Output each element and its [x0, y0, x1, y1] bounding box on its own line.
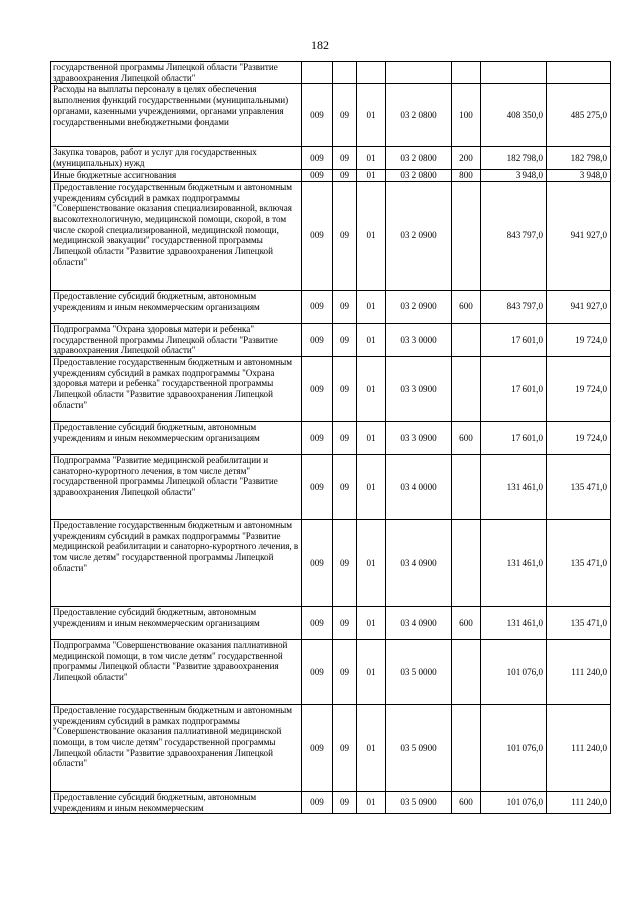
cell-subsection: 01 — [357, 323, 386, 356]
table-body — [51, 62, 611, 814]
table-row — [51, 791, 611, 813]
cell-amount-2015: 17 601,0 — [481, 323, 547, 356]
table-row — [51, 84, 611, 147]
cell-amount-2015: 17 601,0 — [481, 356, 547, 421]
table-row — [51, 454, 611, 519]
cell-section: 09 — [333, 454, 357, 519]
cell-amount-2016: 19 724,0 — [547, 421, 611, 454]
cell-expense-type — [452, 519, 481, 606]
cell-subsection: 01 — [357, 606, 386, 639]
cell-amount-2015: 408 350,0 — [481, 84, 547, 147]
cell-target: 03 2 0800 — [386, 169, 452, 181]
cell-section: 09 — [333, 181, 357, 290]
row-name: Предоставление субсидий бюджетным, автономным учреждениям и иным некоммерческим — [51, 791, 302, 813]
page-number: 182 — [311, 38, 329, 52]
cell-section: 09 — [333, 147, 357, 169]
cell-expense-type — [452, 454, 481, 519]
cell-amount-2016: 3 948,0 — [547, 169, 611, 181]
cell-ministry: 009 — [302, 606, 333, 639]
cell-expense-type — [452, 639, 481, 704]
cell-ministry: 009 — [302, 704, 333, 791]
cell-section — [333, 62, 357, 84]
cell-subsection: 01 — [357, 84, 386, 147]
row-name: государственной программы Липецкой области "Развитие здравоохранения Липецкой области" — [51, 62, 302, 84]
cell-section: 09 — [333, 519, 357, 606]
cell-amount-2016: 485 275,0 — [547, 84, 611, 147]
cell-amount-2015: 182 798,0 — [481, 147, 547, 169]
cell-ministry: 009 — [302, 791, 333, 813]
cell-ministry: 009 — [302, 84, 333, 147]
row-name: Подпрограмма "Развитие медицинской реабилитации и санаторно-курортного лечения, в том числе детям" государственной программы Липецкой области "Развитие здравоохранения Липецкой области" — [51, 454, 302, 519]
cell-ministry: 009 — [302, 421, 333, 454]
row-name: Предоставление субсидий бюджетным, автономным учреждениям и иным некоммерческим организациям — [51, 606, 302, 639]
cell-subsection: 01 — [357, 791, 386, 813]
cell-subsection: 01 — [357, 290, 386, 323]
cell-section: 09 — [333, 791, 357, 813]
cell-amount-2015: 843 797,0 — [481, 290, 547, 323]
cell-amount-2016 — [547, 62, 611, 84]
cell-expense-type: 600 — [452, 606, 481, 639]
cell-subsection: 01 — [357, 519, 386, 606]
cell-amount-2016: 941 927,0 — [547, 181, 611, 290]
cell-ministry: 009 — [302, 290, 333, 323]
row-name: Предоставление государственным бюджетным и автономным учреждениям субсидий в рамках подпрограммы "Развитие медицинской реабилитации и санаторно-курортного лечения, в том числе детям" государственной программы Липецкой области" — [51, 519, 302, 606]
cell-section: 09 — [333, 290, 357, 323]
cell-target: 03 4 0900 — [386, 519, 452, 606]
cell-amount-2016: 135 471,0 — [547, 454, 611, 519]
cell-amount-2015: 101 076,0 — [481, 791, 547, 813]
cell-section: 09 — [333, 639, 357, 704]
cell-target: 03 5 0900 — [386, 791, 452, 813]
row-name: Предоставление государственным бюджетным и автономным учреждениям субсидий в рамках подпрограммы "Совершенствование оказания специализированной, включая высокотехнологичную, медицинской помощи, скорой, в том числе скорой специализированной, медицинской помощи, медицинской эвакуации" государственной программы Липецкой области "Развитие здравоохранения Липецкой области" — [51, 181, 302, 290]
cell-amount-2016: 111 240,0 — [547, 704, 611, 791]
cell-expense-type — [452, 323, 481, 356]
cell-subsection — [357, 62, 386, 84]
table-row — [51, 62, 611, 84]
cell-amount-2016: 19 724,0 — [547, 323, 611, 356]
cell-target: 03 3 0900 — [386, 356, 452, 421]
table-row — [51, 421, 611, 454]
cell-ministry: 009 — [302, 454, 333, 519]
cell-expense-type — [452, 356, 481, 421]
cell-amount-2016: 19 724,0 — [547, 356, 611, 421]
cell-ministry: 009 — [302, 323, 333, 356]
cell-section: 09 — [333, 704, 357, 791]
cell-ministry: 009 — [302, 181, 333, 290]
cell-target: 03 3 0000 — [386, 323, 452, 356]
cell-target: 03 4 0900 — [386, 606, 452, 639]
cell-target: 03 2 0800 — [386, 147, 452, 169]
table-row — [51, 356, 611, 421]
cell-amount-2015: 3 948,0 — [481, 169, 547, 181]
cell-expense-type: 200 — [452, 147, 481, 169]
cell-amount-2015: 131 461,0 — [481, 519, 547, 606]
cell-section: 09 — [333, 323, 357, 356]
cell-target: 03 3 0900 — [386, 421, 452, 454]
cell-expense-type: 600 — [452, 421, 481, 454]
cell-target: 03 4 0000 — [386, 454, 452, 519]
cell-amount-2015: 101 076,0 — [481, 704, 547, 791]
cell-expense-type: 800 — [452, 169, 481, 181]
cell-section: 09 — [333, 356, 357, 421]
cell-target — [386, 62, 452, 84]
cell-target: 03 2 0800 — [386, 84, 452, 147]
cell-section: 09 — [333, 606, 357, 639]
cell-ministry: 009 — [302, 639, 333, 704]
cell-ministry: 009 — [302, 169, 333, 181]
cell-amount-2016: 111 240,0 — [547, 639, 611, 704]
table-row — [51, 181, 611, 290]
row-name: Расходы на выплаты персоналу в целях обеспечения выполнения функций государственными (муниципальными) органами, казенными учреждениями, органами управления государственными внебюджетными фондами — [51, 84, 302, 147]
cell-target: 03 5 0900 — [386, 704, 452, 791]
cell-amount-2016: 941 927,0 — [547, 290, 611, 323]
cell-expense-type: 100 — [452, 84, 481, 147]
cell-subsection: 01 — [357, 169, 386, 181]
cell-subsection: 01 — [357, 639, 386, 704]
cell-amount-2015: 843 797,0 — [481, 181, 547, 290]
cell-target: 03 2 0900 — [386, 290, 452, 323]
cell-target: 03 2 0900 — [386, 181, 452, 290]
row-name: Предоставление субсидий бюджетным, автономным учреждениям и иным некоммерческим организациям — [51, 421, 302, 454]
table-row — [51, 639, 611, 704]
budget-table — [50, 61, 611, 814]
table-row — [51, 323, 611, 356]
row-name: Предоставление государственным бюджетным и автономным учреждениям субсидий в рамках подпрограммы "Охрана здоровья матери и ребенка" государственной программы Липецкой области "Развитие здравоохранения Липецкой области" — [51, 356, 302, 421]
cell-amount-2015: 131 461,0 — [481, 454, 547, 519]
cell-subsection: 01 — [357, 181, 386, 290]
cell-expense-type — [452, 62, 481, 84]
cell-amount-2016: 182 798,0 — [547, 147, 611, 169]
row-name: Подпрограмма "Совершенствование оказания паллиативной медицинской помощи, в том числе детям" государственной программы Липецкой области "Развитие здравоохранения Липецкой области" — [51, 639, 302, 704]
cell-expense-type: 600 — [452, 290, 481, 323]
table-row — [51, 290, 611, 323]
row-name: Закупка товаров, работ и услуг для государственных (муниципальных) нужд — [51, 147, 302, 169]
cell-section: 09 — [333, 169, 357, 181]
cell-section: 09 — [333, 421, 357, 454]
cell-target: 03 5 0000 — [386, 639, 452, 704]
cell-ministry: 009 — [302, 519, 333, 606]
cell-subsection: 01 — [357, 147, 386, 169]
cell-subsection: 01 — [357, 356, 386, 421]
cell-ministry — [302, 62, 333, 84]
cell-ministry: 009 — [302, 356, 333, 421]
cell-amount-2016: 135 471,0 — [547, 519, 611, 606]
cell-ministry: 009 — [302, 147, 333, 169]
cell-amount-2016: 111 240,0 — [547, 791, 611, 813]
cell-subsection: 01 — [357, 454, 386, 519]
table-row — [51, 606, 611, 639]
cell-amount-2015: 17 601,0 — [481, 421, 547, 454]
cell-amount-2015 — [481, 62, 547, 84]
table-row — [51, 704, 611, 791]
cell-amount-2015: 101 076,0 — [481, 639, 547, 704]
row-name: Иные бюджетные ассигнования — [51, 169, 302, 181]
cell-section: 09 — [333, 84, 357, 147]
cell-subsection: 01 — [357, 704, 386, 791]
cell-expense-type — [452, 704, 481, 791]
cell-amount-2015: 131 461,0 — [481, 606, 547, 639]
cell-amount-2016: 135 471,0 — [547, 606, 611, 639]
row-name: Подпрограмма "Охрана здоровья матери и ребенка" государственной программы Липецкой области "Развитие здравоохранения Липецкой области" — [51, 323, 302, 356]
cell-subsection: 01 — [357, 421, 386, 454]
table-row — [51, 147, 611, 169]
cell-expense-type: 600 — [452, 791, 481, 813]
table-row — [51, 169, 611, 181]
row-name: Предоставление субсидий бюджетным, автономным учреждениям и иным некоммерческим организациям — [51, 290, 302, 323]
table-row — [51, 519, 611, 606]
cell-expense-type — [452, 181, 481, 290]
row-name: Предоставление государственным бюджетным и автономным учреждениям субсидий в рамках подпрограммы "Совершенствование оказания паллиативной медицинской помощи, в том числе детям" государственной программы Липецкой области "Развитие здравоохранения Липецкой области" — [51, 704, 302, 791]
